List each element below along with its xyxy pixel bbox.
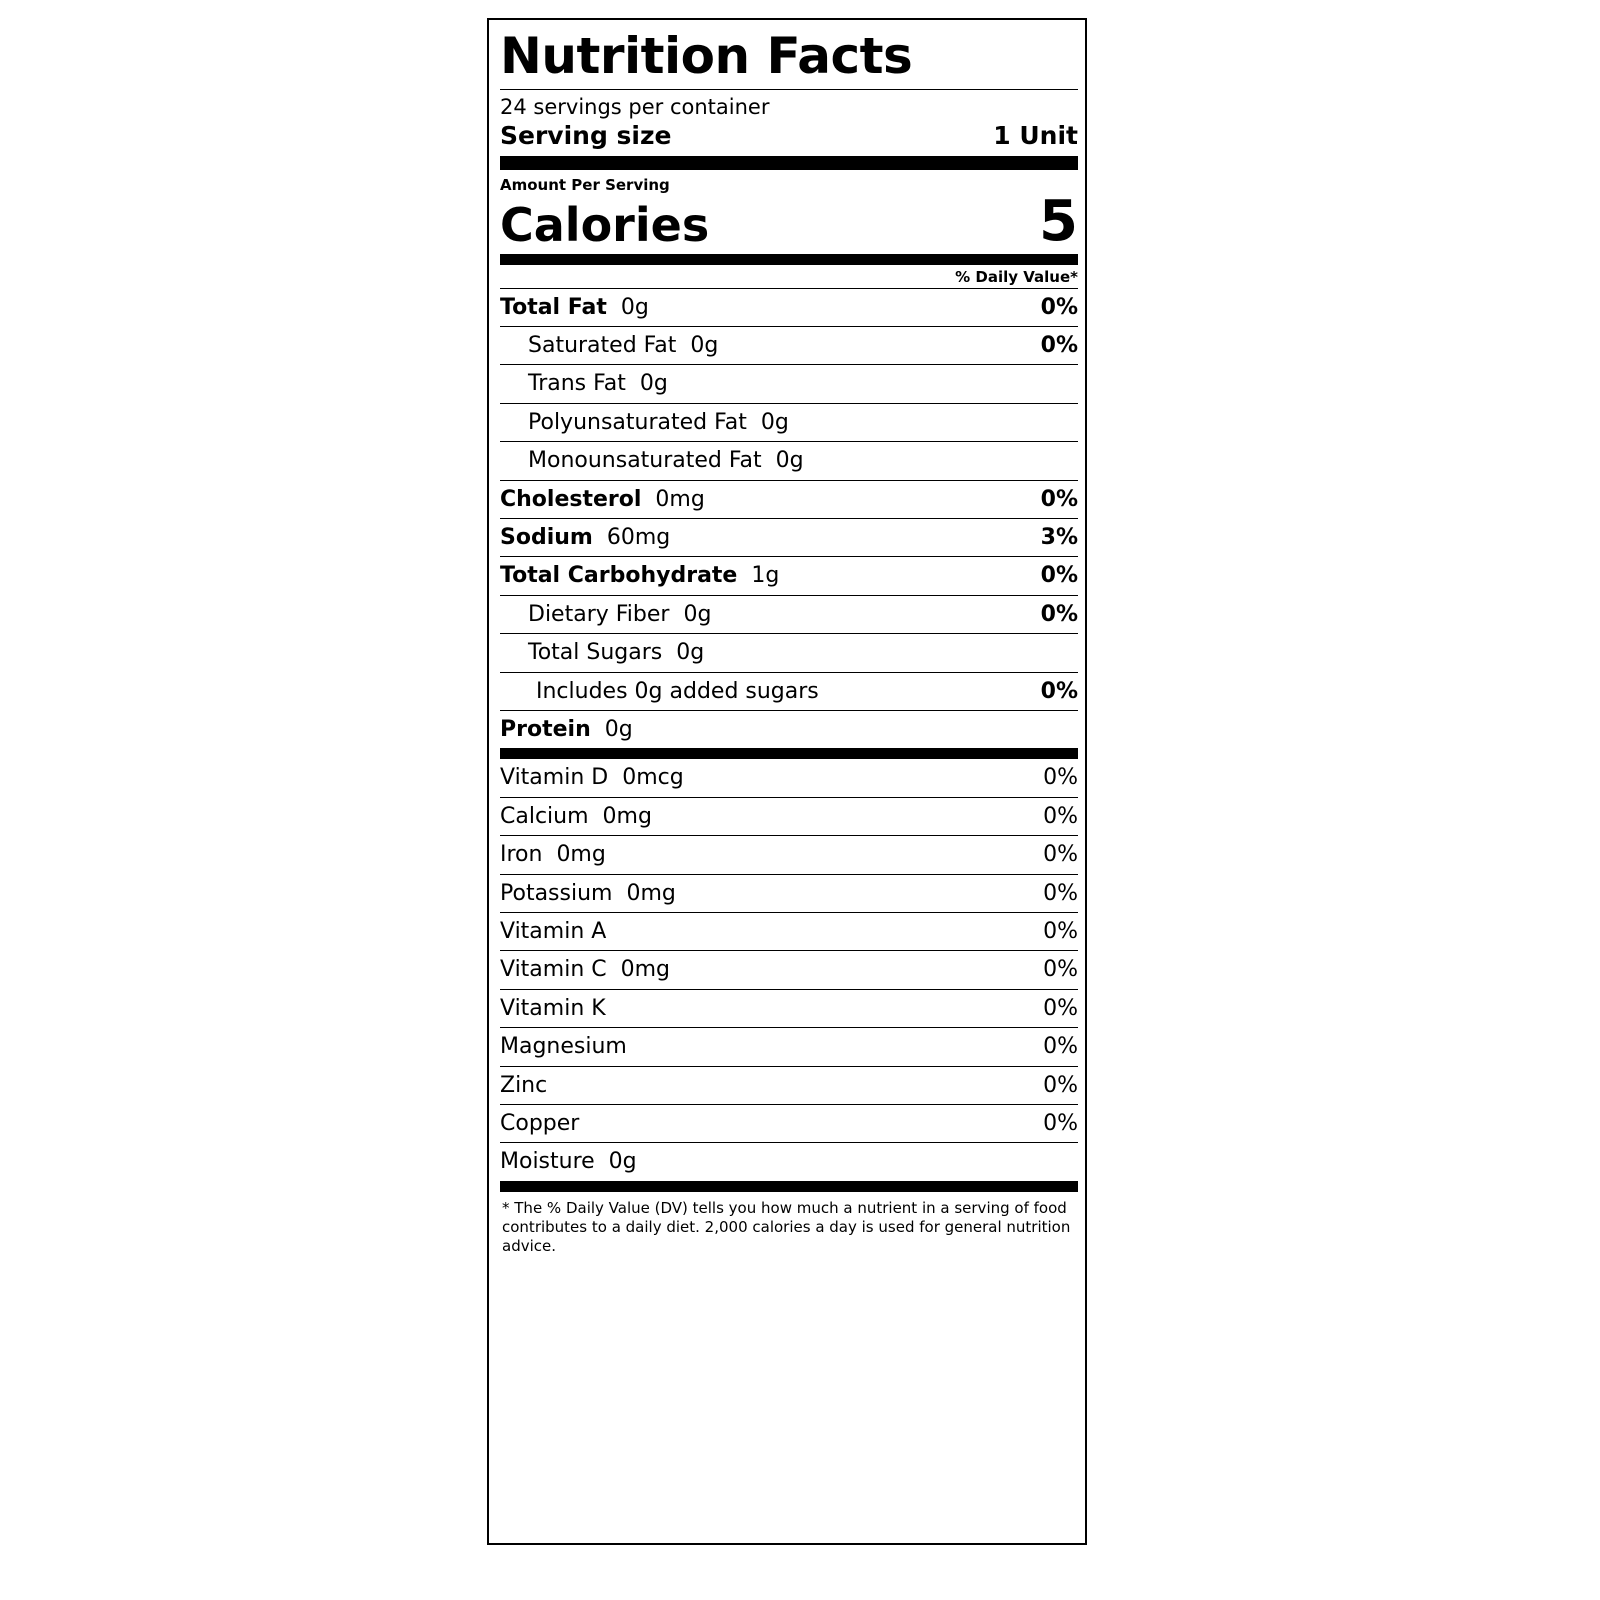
nutrient-amount: 0g bbox=[606, 294, 649, 320]
nutrient-amount: 0g bbox=[625, 371, 668, 397]
nutrient-name: Total Carbohydrate bbox=[500, 563, 738, 589]
nutrient-amount: 0g bbox=[746, 409, 789, 435]
micronutrient-name: Vitamin K bbox=[500, 995, 606, 1021]
micronutrient-amount: 0mg bbox=[588, 803, 652, 829]
micronutrient-name-amount bbox=[500, 1111, 579, 1137]
micronutrient-name: Copper bbox=[500, 1110, 580, 1136]
nutrient-amount: 0g bbox=[590, 716, 633, 742]
micronutrient-daily-value: 0% bbox=[1043, 765, 1078, 791]
micronutrient-name-amount bbox=[500, 1149, 637, 1175]
nutrient-row bbox=[500, 556, 1078, 594]
nutrient-name: Protein bbox=[500, 716, 591, 742]
micronutrient-amount: 0mg bbox=[606, 957, 671, 983]
micronutrient-row bbox=[500, 950, 1078, 988]
micronutrient-row bbox=[500, 835, 1078, 873]
micronutrient-name-amount bbox=[500, 919, 606, 945]
nutrient-name: Total Fat bbox=[500, 294, 607, 320]
micronutrient-daily-value: 0% bbox=[1043, 880, 1078, 906]
nutrient-name-amount bbox=[528, 448, 804, 474]
nutrient-name-amount bbox=[500, 487, 705, 513]
nutrient-daily-value: 0% bbox=[1040, 486, 1078, 512]
divider-thick-serving bbox=[500, 156, 1078, 170]
micronutrient-daily-value: 0% bbox=[1043, 918, 1078, 944]
nutrient-amount: 0mg bbox=[641, 486, 705, 512]
nutrient-row bbox=[500, 364, 1078, 402]
micronutrient-daily-value: 0% bbox=[1043, 1034, 1078, 1060]
serving-size-row bbox=[500, 121, 1078, 156]
nutrient-rows bbox=[500, 288, 1078, 749]
nutrition-facts-label bbox=[487, 18, 1087, 1545]
micronutrient-row bbox=[500, 989, 1078, 1027]
nutrient-amount: 0g bbox=[662, 640, 705, 666]
nutrient-row bbox=[500, 710, 1078, 748]
nutrient-row bbox=[500, 441, 1078, 479]
nutrient-name-amount bbox=[528, 602, 711, 628]
micronutrient-name-amount bbox=[500, 1073, 547, 1099]
micronutrient-name-amount bbox=[500, 1034, 627, 1060]
micronutrient-name-amount bbox=[500, 957, 670, 983]
micronutrient-row bbox=[500, 874, 1078, 912]
micronutrient-daily-value: 0% bbox=[1043, 957, 1078, 983]
micronutrient-row bbox=[500, 912, 1078, 950]
micronutrient-name: Vitamin D bbox=[500, 765, 609, 791]
micronutrient-name: Vitamin C bbox=[500, 957, 607, 983]
nutrient-row bbox=[500, 403, 1078, 441]
micronutrient-name: Iron bbox=[500, 842, 543, 868]
nutrient-row bbox=[500, 326, 1078, 364]
micronutrient-daily-value: 0% bbox=[1043, 1110, 1078, 1136]
nutrient-daily-value: 0% bbox=[1040, 294, 1078, 320]
nutrient-daily-value: 3% bbox=[1040, 525, 1078, 551]
micronutrient-name-amount bbox=[500, 804, 652, 830]
micronutrient-name-amount bbox=[500, 765, 684, 791]
serving-size-label: Serving size bbox=[500, 120, 672, 150]
nutrient-name: Saturated Fat bbox=[528, 333, 677, 359]
micronutrient-amount: 0mg bbox=[612, 880, 676, 906]
calories-label: Calories bbox=[500, 198, 710, 253]
micronutrient-amount: 0mg bbox=[542, 842, 606, 868]
nutrient-name: Trans Fat bbox=[528, 371, 626, 397]
nutrient-amount: 0g bbox=[761, 448, 804, 474]
micronutrient-daily-value: 0% bbox=[1043, 842, 1078, 868]
micronutrient-name: Vitamin A bbox=[500, 918, 607, 944]
serving-size-value: 1 Unit bbox=[993, 120, 1078, 150]
divider-thick-protein bbox=[500, 748, 1078, 759]
micronutrient-name: Potassium bbox=[500, 880, 613, 906]
nutrient-name: Total Sugars bbox=[528, 640, 663, 666]
micronutrient-daily-value: 0% bbox=[1043, 995, 1078, 1021]
nutrient-daily-value: 0% bbox=[1040, 563, 1078, 589]
micronutrient-name: Moisture bbox=[500, 1149, 595, 1175]
nutrient-name-amount bbox=[528, 333, 718, 359]
label-inner bbox=[500, 27, 1078, 1256]
nutrient-row bbox=[500, 672, 1078, 710]
nutrient-name: Dietary Fiber bbox=[528, 601, 670, 627]
nutrient-amount: 1g bbox=[737, 563, 780, 589]
micronutrient-name-amount bbox=[500, 842, 606, 868]
nutrient-name-amount bbox=[528, 640, 704, 666]
nutrient-row bbox=[500, 480, 1078, 518]
micronutrient-name-amount bbox=[500, 881, 676, 907]
nutrient-row bbox=[500, 288, 1078, 326]
divider-thick-calories bbox=[500, 254, 1078, 265]
nutrient-name: Includes 0g added sugars bbox=[536, 678, 819, 704]
daily-value-header: % Daily Value* bbox=[955, 267, 1078, 286]
nutrient-name: Polyunsaturated Fat bbox=[528, 409, 747, 435]
nutrient-name-amount bbox=[500, 525, 670, 551]
nutrient-daily-value: 0% bbox=[1040, 333, 1078, 359]
micronutrient-amount: 0mcg bbox=[608, 765, 684, 791]
nutrient-name: Monounsaturated Fat bbox=[528, 448, 762, 474]
nutrient-daily-value: 0% bbox=[1040, 678, 1078, 704]
micronutrient-row bbox=[500, 1142, 1078, 1180]
calories-row bbox=[500, 188, 1078, 254]
nutrient-name: Sodium bbox=[500, 525, 593, 551]
nutrient-amount: 0g bbox=[669, 601, 712, 627]
nutrient-name-amount bbox=[500, 717, 633, 743]
nutrient-name-amount bbox=[500, 563, 779, 589]
servings-per-container: 24 servings per container bbox=[500, 94, 770, 119]
micronutrient-name: Calcium bbox=[500, 803, 589, 829]
nutrient-name-amount bbox=[500, 295, 649, 321]
divider-thick-micronutrients bbox=[500, 1181, 1078, 1192]
nutrient-name: Cholesterol bbox=[500, 486, 642, 512]
nutrient-row bbox=[500, 633, 1078, 671]
nutrient-name-amount bbox=[528, 410, 789, 436]
micronutrient-name: Zinc bbox=[500, 1072, 548, 1098]
label-title: Nutrition Facts bbox=[500, 27, 913, 85]
nutrient-daily-value: 0% bbox=[1040, 601, 1078, 627]
micronutrient-daily-value: 0% bbox=[1043, 803, 1078, 829]
micronutrient-amount: 0g bbox=[594, 1149, 637, 1175]
nutrient-name-amount bbox=[528, 371, 668, 397]
micronutrient-row bbox=[500, 797, 1078, 835]
footnote: * The % Daily Value (DV) tells you how much a nutrient in a serving of food contributes to a daily diet. 2,000 calories a day is used for general nutrition advice. bbox=[502, 1198, 1071, 1256]
nutrient-name-amount bbox=[536, 679, 819, 705]
amount-per-serving-label: Amount Per Serving bbox=[500, 175, 670, 194]
nutrient-row bbox=[500, 595, 1078, 633]
nutrient-row bbox=[500, 518, 1078, 556]
micronutrient-row bbox=[500, 1027, 1078, 1065]
micronutrient-row bbox=[500, 759, 1078, 796]
calories-value: 5 bbox=[1039, 188, 1078, 254]
micronutrient-daily-value: 0% bbox=[1043, 1072, 1078, 1098]
micronutrient-name-amount bbox=[500, 996, 606, 1022]
nutrient-amount: 0g bbox=[676, 333, 719, 359]
micronutrient-name: Magnesium bbox=[500, 1034, 627, 1060]
nutrient-amount: 60mg bbox=[592, 525, 671, 551]
micronutrient-rows bbox=[500, 759, 1078, 1180]
micronutrient-row bbox=[500, 1066, 1078, 1104]
micronutrient-row bbox=[500, 1104, 1078, 1142]
